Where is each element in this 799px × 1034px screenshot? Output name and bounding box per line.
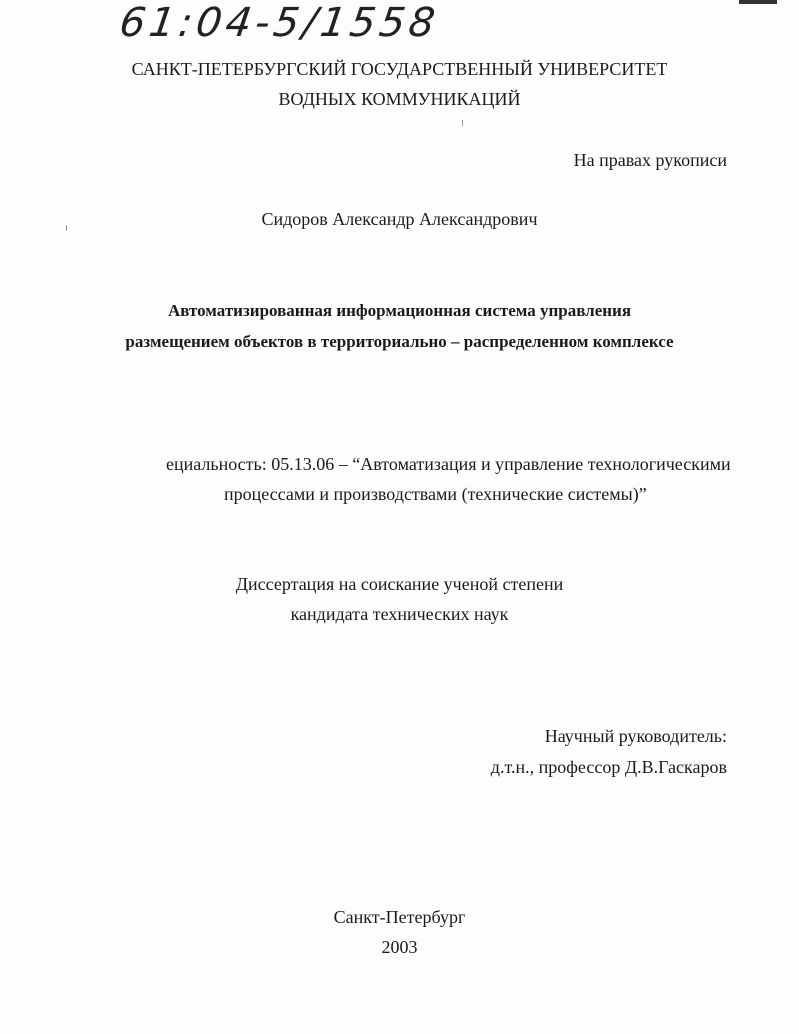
specialty-line2: процессами и производствами (технические системы)” — [224, 484, 647, 504]
author-name: Сидоров Александр Александрович — [261, 209, 538, 229]
university-name-line1: САНКТ-ПЕТЕРБУРГСКИЙ ГОСУДАРСТВЕННЫЙ УНИВЕРСИТЕТ — [131, 59, 668, 79]
university-name-line2: ВОДНЫХ КОММУНИКАЦИЙ — [278, 89, 521, 109]
degree-line2: кандидата технических наук — [290, 604, 509, 624]
specialty-line1: ециальность: 05.13.06 – “Автоматизация и управление технологическими — [166, 454, 731, 474]
handwritten-archive-code: 61:04-5/1558 — [116, 0, 442, 46]
rights-note: На правах рукописи — [573, 150, 727, 170]
supervisor-name: д.т.н., профессор Д.В.Гаскаров — [490, 757, 727, 777]
scan-speck — [462, 120, 463, 126]
dissertation-title-line1: Автоматизированная информационная система управления — [167, 301, 632, 320]
city: Санкт-Петербург — [333, 907, 466, 927]
corner-scan-mark — [739, 0, 777, 4]
dissertation-title-line2: размещением объектов в территориально – распределенном комплексе — [125, 332, 674, 351]
supervisor-label: Научный руководитель: — [544, 726, 727, 746]
degree-line1: Диссертация на соискание ученой степени — [235, 574, 564, 594]
year: 2003 — [381, 937, 418, 957]
